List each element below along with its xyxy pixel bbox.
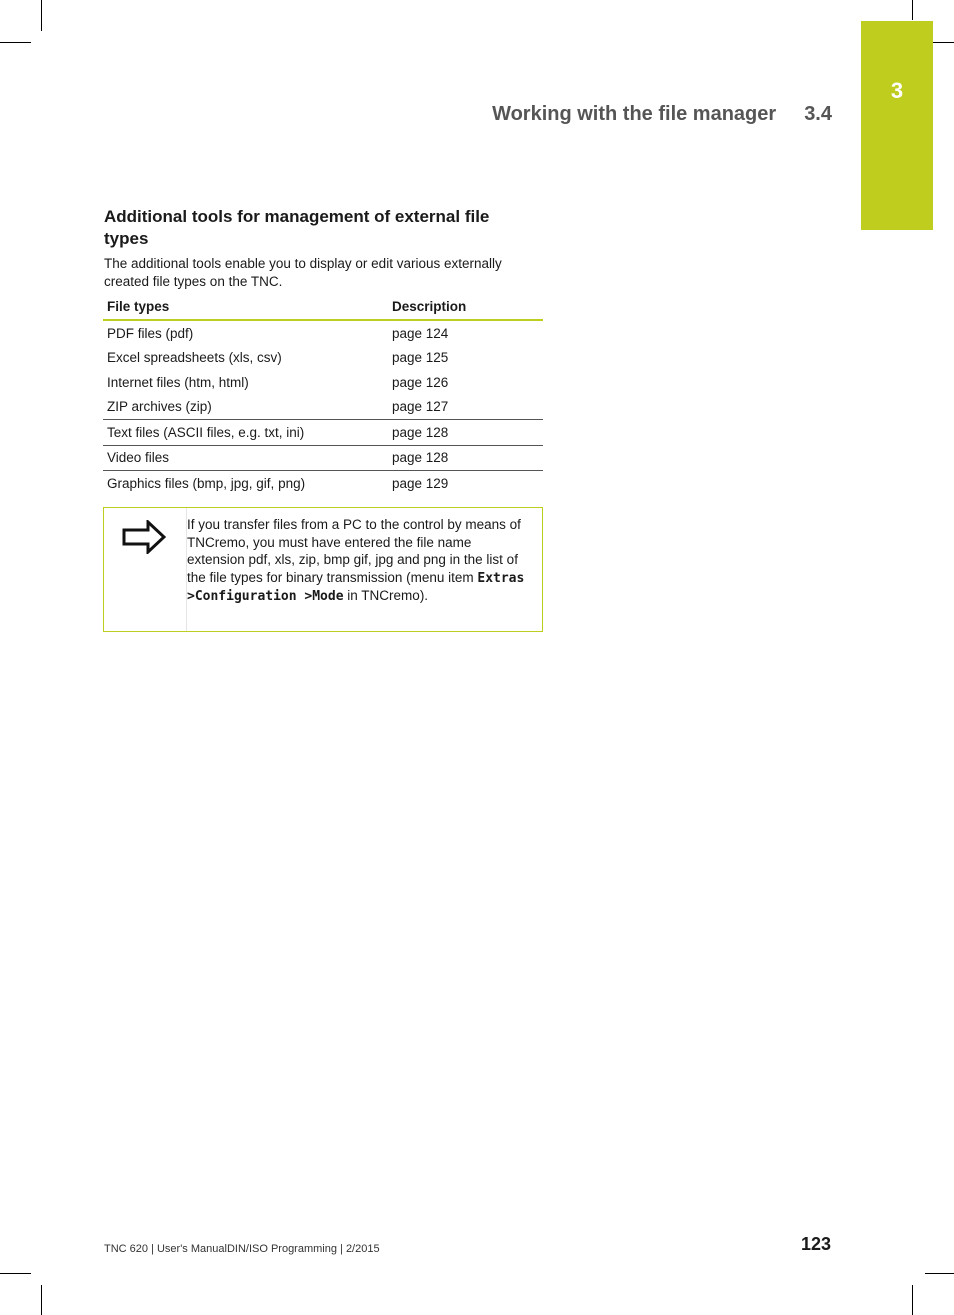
table-row bbox=[103, 346, 543, 371]
crop-mark bbox=[41, 1285, 42, 1315]
section-title: Additional tools for management of external file types bbox=[104, 207, 490, 248]
crop-mark bbox=[0, 1273, 31, 1274]
crop-mark bbox=[41, 0, 42, 31]
table-row bbox=[103, 471, 543, 496]
page-number: 123 bbox=[800, 1234, 831, 1254]
footer-text: TNC 620 | User's ManualDIN/ISO Programming | 2/2015 bbox=[104, 1243, 380, 1255]
running-head-number: 3.4 bbox=[804, 103, 832, 125]
crop-mark bbox=[912, 0, 913, 20]
menu-path: Extras >Configuration >Mode bbox=[187, 570, 525, 604]
table-row bbox=[103, 395, 543, 420]
note-text-part: If you transfer files from a PC to the control by means of TNCremo, you must have entered the file name extension pdf, xls, zip, bmp gif, jpg and png in the list of the file types for binary transmission (menu item bbox=[187, 517, 521, 585]
chapter-tab bbox=[861, 21, 933, 230]
section-intro: The additional tools enable you to display or edit various externally created file types on the TNC. bbox=[104, 256, 502, 289]
note-box bbox=[103, 507, 543, 632]
running-head-title: Working with the file manager bbox=[492, 103, 777, 125]
column-header-file-types: File types bbox=[103, 294, 388, 320]
file-type-cell: ZIP archives (zip) bbox=[107, 399, 212, 415]
crop-mark bbox=[0, 42, 31, 43]
chapter-number: 3 bbox=[890, 78, 904, 103]
page-reference-link[interactable]: page 126 bbox=[392, 374, 449, 390]
running-head bbox=[492, 103, 832, 126]
page-reference-link[interactable]: page 124 bbox=[392, 325, 449, 341]
page-reference-link[interactable]: page 128 bbox=[388, 445, 543, 471]
file-type-cell: Internet files (htm, html) bbox=[107, 374, 249, 390]
page-reference-link[interactable]: page 128 bbox=[388, 420, 543, 446]
crop-mark bbox=[925, 1273, 954, 1274]
file-type-cell: Video files bbox=[103, 445, 388, 471]
table-row bbox=[103, 370, 543, 395]
note-text bbox=[187, 516, 532, 606]
page-reference-link[interactable]: page 129 bbox=[388, 471, 543, 496]
page-reference-link[interactable]: page 125 bbox=[392, 350, 449, 366]
page-reference-link[interactable]: page 127 bbox=[392, 399, 449, 415]
file-types-table bbox=[103, 294, 543, 496]
file-type-cell: Excel spreadsheets (xls, csv) bbox=[107, 350, 282, 366]
table-row bbox=[103, 320, 543, 346]
table-row bbox=[103, 420, 543, 446]
crop-mark bbox=[912, 1285, 913, 1315]
file-type-cell: Graphics files (bmp, jpg, gif, png) bbox=[103, 471, 388, 496]
column-header-description: Description bbox=[388, 294, 543, 320]
file-type-cell: PDF files (pdf) bbox=[107, 325, 194, 341]
note-text-part: in TNCremo). bbox=[343, 588, 429, 603]
arrow-right-icon bbox=[122, 520, 166, 554]
table-row bbox=[103, 445, 543, 471]
table-header-row bbox=[103, 294, 543, 320]
file-type-cell: Text files (ASCII files, e.g. txt, ini) bbox=[103, 420, 388, 446]
